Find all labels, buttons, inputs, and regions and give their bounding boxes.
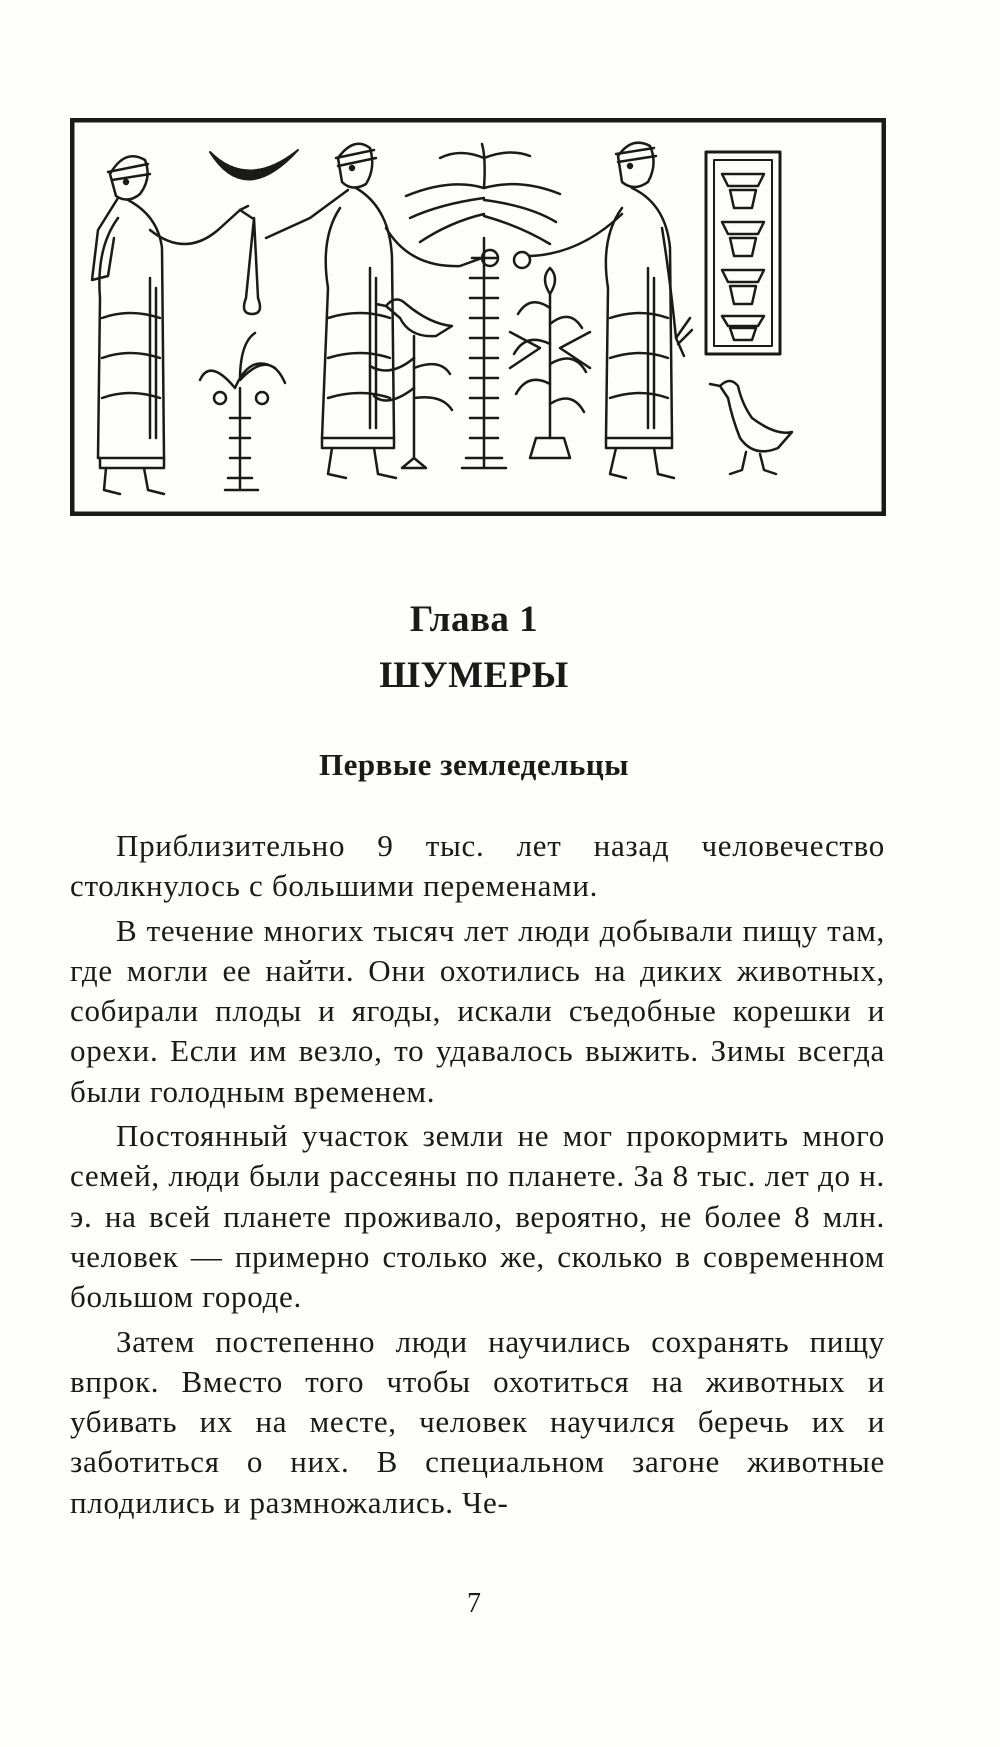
left-figure-icon — [92, 156, 252, 494]
small-palm-icon — [200, 333, 285, 490]
right-tree-icon — [510, 268, 590, 458]
chapter-title: ШУМЕРЫ — [379, 655, 569, 696]
chapter-number: Глава 1 — [409, 599, 539, 640]
paragraph: В течение многих тысяч лет люди добывали пищу там, где могли ее найти. Они охотились на диких животных, собирали плоды и ягоды, искали съедобные корешки и орехи. Если им везло, то удавалось выжить. Зимы всегда были голодным временем. — [70, 912, 885, 1109]
tall-palm-icon — [406, 144, 560, 468]
paragraph: Постоянный участок земли не мог прокормить много семей, люди были рассеяны по планете. За 8 тыс. лет до н. э. на всей планете проживало, вероятно, не более 8 млн. человек — примерно столько же, сколько в современном большом городе. — [70, 1118, 885, 1315]
paragraph: Приблизительно 9 тыс. лет назад человечество столкнулось с большими переменами. — [70, 828, 885, 904]
crescent-moon-icon — [210, 150, 298, 180]
body-text — [70, 826, 885, 1527]
goose-icon — [710, 381, 792, 474]
middle-figure-icon — [244, 144, 498, 478]
section-title: Первые земледельцы — [319, 747, 629, 782]
cuneiform-panel-icon — [706, 152, 780, 354]
bird-on-bush-icon — [370, 299, 452, 468]
right-figure-icon — [514, 143, 692, 478]
sumerian-seal-illustration — [70, 118, 886, 516]
paragraph: Затем постепенно люди научились сохранять пищу впрок. Вместо того чтобы охотиться на животных и убивать их на месте, человек научился беречь их и заботиться о них. В специальном загоне животные плодились и размножались. Че- — [70, 1323, 885, 1520]
page-number: 7 — [467, 1588, 481, 1619]
